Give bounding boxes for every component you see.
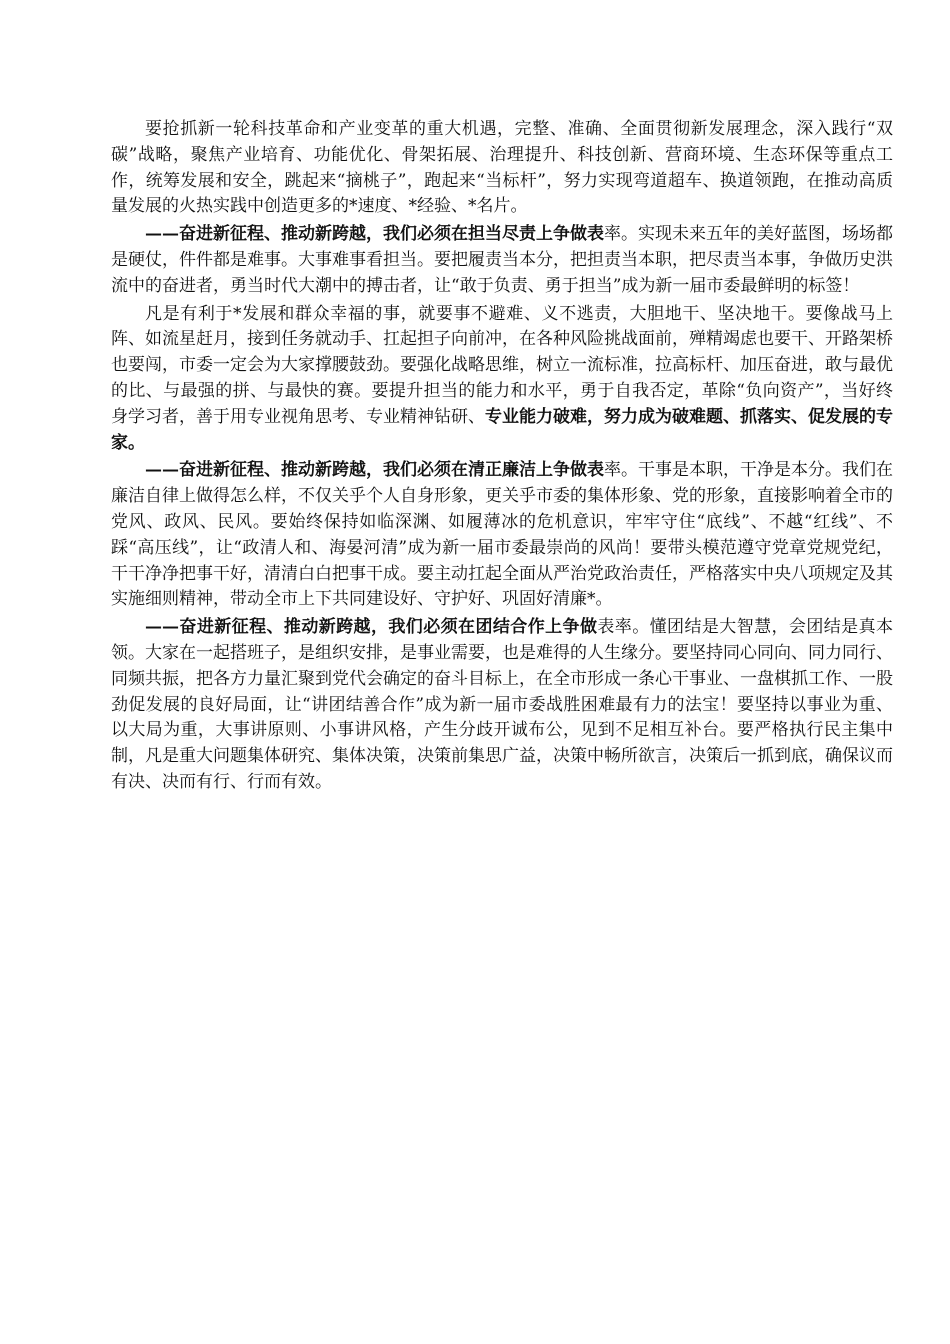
paragraph-5-bold-lead: ——奋进新征程、推动新跨越，我们必须在团结合作上争做 [145,617,598,638]
paragraph-3 [111,302,893,457]
paragraph-5-text: 表率。懂团结是大智慧，会团结是真本领。大家在一起搭班子，是组织安排，是事业需要，也是难得的人生缘分。要坚持同心同向、同力同行、同频共振，把各方力量汇聚到党代会确定的奋斗目标上，在全市形成一条心干事业、一盘棋抓工作、一股劲促发展的良好局面，让“讲团结善合作”成为新一届市委战胜困难最有力的法宝！要坚持以事业为重、以大局为重，大事讲原则、小事讲风格，产生分歧开诚布公，见到不足相互补台。要严格执行民主集中制，凡是重大问题集体研究、集体决策，决策前集思广益，决策中畅所欲言，决策后一抓到底，确保议而有决、决而有行、行而有效。 [111,617,894,792]
paragraph-2-bold-lead: ——奋进新征程、推动新跨越，我们必须在担当尽责上争做表 [145,224,604,245]
paragraph-4-text: 率。干事是本职，干净是本分。我们在廉洁自律上做得怎么样，不仅关乎个人自身形象，更关乎市委的集体形象、党的形象，直接影响着全市的党风、政风、民风。要始终保持如临深渊、如履薄冰的危机意识，牢牢守住“底线”、不越“红线”、不踩“高压线”，让“政清人和、海晏河清”成为新一届市委最崇尚的风尚！要带头模范遵守党章党规党纪，干干净净把事干好，清清白白把事干成。要主动扛起全面从严治党政治责任，严格落实中央八项规定及其实施细则精神，带动全市上下共同建设好、守护好、巩固好清廉*。 [111,460,893,610]
paragraph-3-bold-tail: 专业能力破难，努力成为破难题、抓落实、促发展的专家。 [111,406,893,453]
document-body [111,117,893,798]
paragraph-5 [111,615,893,796]
paragraph-3-text: 凡是有利于*发展和群众幸福的事，就要事不避难、义不逃责，大胆地干、坚决地干。要像战马上阵、如流星赶月，接到任务就动手、扛起担子向前冲，在各种风险挑战面前，殚精竭虑也要干、开路架桥也要闯，市委一定会为大家撑腰鼓劲。要强化战略思维，树立一流标准，拉高标杆、加压奋进，敢与最优的比、与最强的拼、与最快的赛。要提升担当的能力和水平，勇于自我否定，革除“负向资产”，当好终身学习者，善于用专业视角思考、专业精神钻研、 [111,303,893,427]
paragraph-4 [111,458,893,613]
paragraph-2-text: 率。实现未来五年的美好蓝图，场场都是硬仗，件件都是难事。大事难事看担当。要把履责当本分，把担责当本职，把尽责当本事，争做历史洪流中的奋进者，勇当时代大潮中的搏击者，让“敢于负责、勇于担当”成为新一届市委最鲜明的标签！ [111,224,893,296]
paragraph-4-bold-lead: ——奋进新征程、推动新跨越，我们必须在清正廉洁上争做表 [145,460,604,481]
paragraph-1-text: 要抢抓新一轮科技革命和产业变革的重大机遇，完整、准确、全面贯彻新发展理念，深入践行“双碳”战略，聚焦产业培育、功能优化、骨架拓展、治理提升、科技创新、营商环境、生态环保等重点工作，统筹发展和安全，跳起来“摘桃子”，跑起来“当标杆”，努力实现弯道超车、换道领跑，在推动高质量发展的火热实践中创造更多的*速度、*经验、*名片。 [111,119,893,217]
paragraph-2 [111,222,893,299]
paragraph-1 [111,117,893,220]
